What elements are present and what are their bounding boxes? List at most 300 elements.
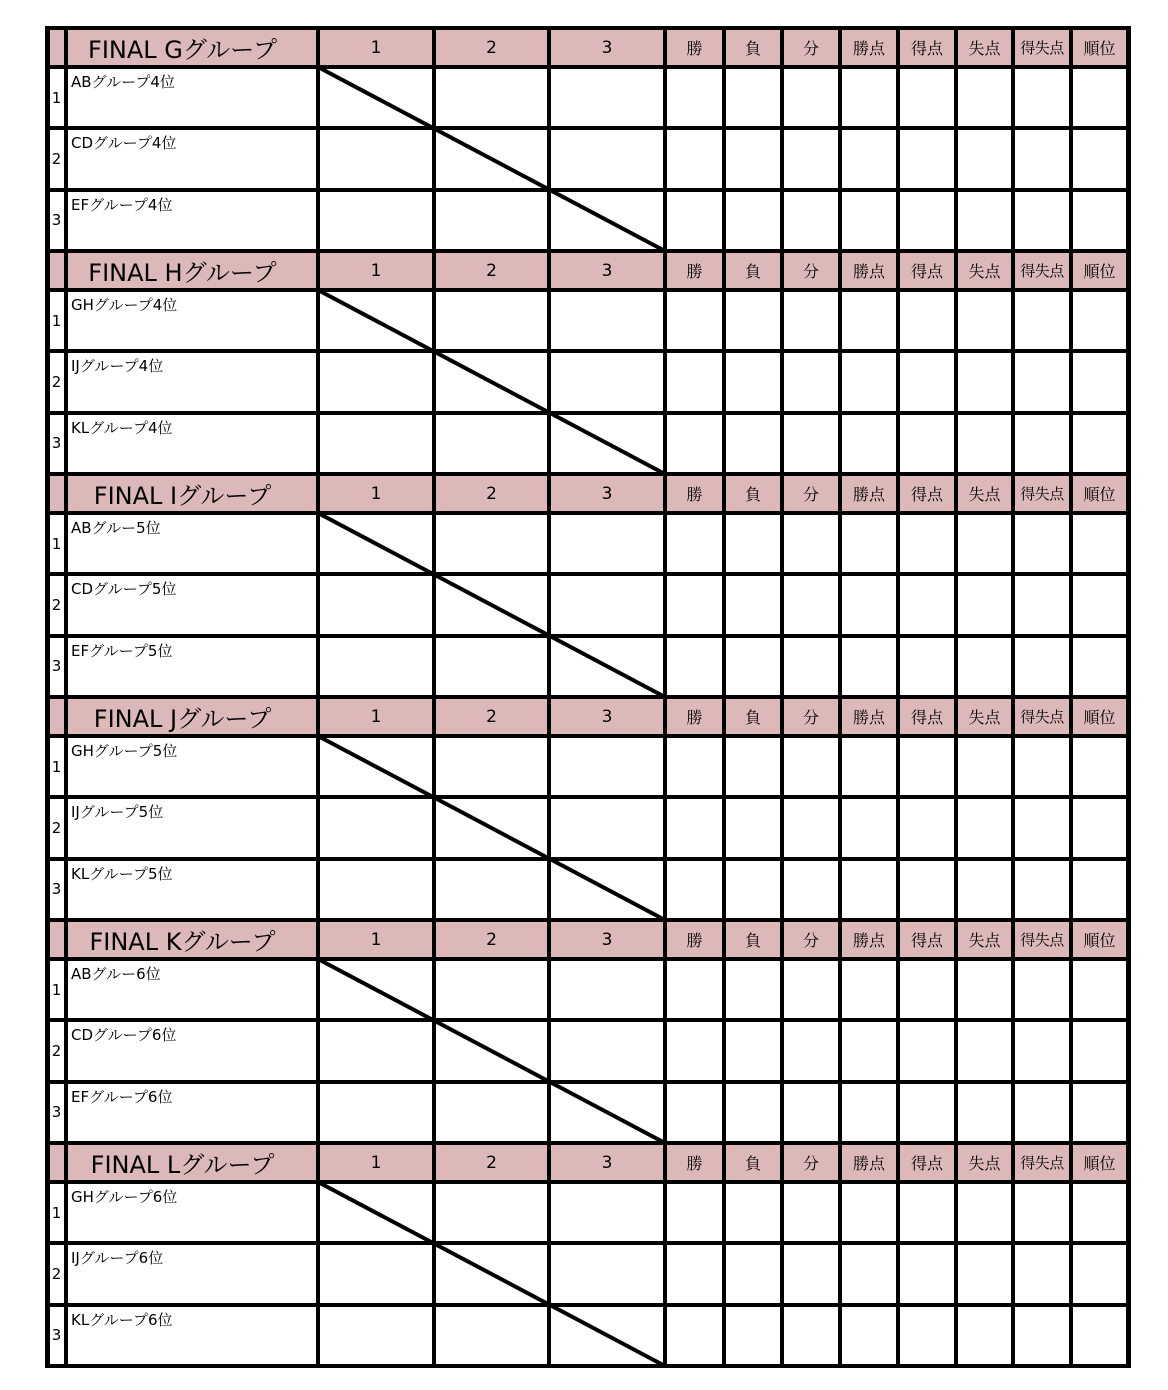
header-opponent-3: 3 [549,28,665,67]
score-cell[interactable] [320,1084,432,1141]
score-cell[interactable] [436,415,547,472]
header-stat-6: 失点 [956,1143,1013,1182]
stat-cell[interactable] [667,861,722,918]
stat-cell[interactable] [1015,130,1069,187]
stat-cell[interactable] [842,515,896,572]
header-stat-2: 負 [724,474,782,513]
team-name: KLグループ6位 [71,1310,173,1329]
stat-cell[interactable] [784,576,838,633]
team-name: ABグループ4位 [71,73,175,91]
score-cell[interactable] [320,861,432,918]
stat-cell[interactable] [1073,292,1126,349]
header-stat-1: 勝 [665,28,724,67]
stat-cell[interactable] [842,130,896,187]
header-stat-2: 負 [724,28,782,67]
stat-cell[interactable] [900,576,954,633]
stat-cell[interactable] [842,1184,896,1241]
grid-vline [722,26,726,1368]
stat-cell[interactable] [900,515,954,572]
grid-hline [45,1018,1130,1022]
stat-cell[interactable] [784,1307,838,1364]
stat-cell[interactable] [784,738,838,795]
score-cell[interactable] [436,738,547,795]
header-stat-7: 得失点 [1013,1143,1071,1182]
score-cell[interactable] [436,1307,547,1364]
stat-cell[interactable] [667,799,722,856]
header-stat-4: 勝点 [840,251,898,290]
score-cell[interactable] [551,353,663,410]
stat-cell[interactable] [1015,1245,1069,1302]
stat-cell[interactable] [726,861,780,918]
header-opponent-3: 3 [549,920,665,959]
stat-cell[interactable] [1073,1245,1126,1302]
score-cell[interactable] [551,1184,663,1241]
stat-cell[interactable] [667,638,722,695]
stat-cell[interactable] [958,515,1011,572]
header-opponent-2: 2 [434,920,549,959]
score-cell[interactable] [320,353,432,410]
stat-cell[interactable] [958,292,1011,349]
score-cell[interactable] [320,1245,432,1302]
stat-cell[interactable] [784,415,838,472]
score-cell[interactable] [551,1307,663,1364]
score-cell[interactable] [436,799,547,856]
grid-hline [45,634,1130,638]
stat-cell[interactable] [958,1084,1011,1141]
stat-cell[interactable] [726,353,780,410]
stat-cell[interactable] [958,1245,1011,1302]
score-cell[interactable] [436,861,547,918]
stat-cell[interactable] [667,292,722,349]
header-opponent-2: 2 [434,251,549,290]
score-cell[interactable] [551,130,663,187]
stat-cell[interactable] [842,1307,896,1364]
stat-cell[interactable] [1073,961,1126,1018]
stat-cell[interactable] [1015,861,1069,918]
team-number: 3 [51,1103,62,1122]
stat-cell[interactable] [1073,1184,1126,1241]
group-title: FINAL Hグループ [47,251,318,290]
stat-cell[interactable] [1015,576,1069,633]
stat-cell[interactable] [784,799,838,856]
stat-cell[interactable] [1073,738,1126,795]
grid-hline [45,65,1130,69]
header-stat-5: 得点 [898,28,956,67]
stat-cell[interactable] [842,861,896,918]
stat-cell[interactable] [900,1022,954,1079]
stat-cell[interactable] [784,192,838,249]
stat-cell[interactable] [726,130,780,187]
stat-cell[interactable] [726,799,780,856]
stat-cell[interactable] [900,415,954,472]
grid-vline [64,26,68,1368]
stat-cell[interactable] [1015,415,1069,472]
team-name: EFグループ5位 [71,641,173,660]
stat-cell[interactable] [958,861,1011,918]
team-number: 2 [51,818,62,837]
header-stat-6: 失点 [956,28,1013,67]
header-stat-5: 得点 [898,1143,956,1182]
stat-cell[interactable] [667,1307,722,1364]
score-cell[interactable] [436,192,547,249]
grid-vline [838,26,842,1368]
stat-cell[interactable] [667,353,722,410]
score-cell[interactable] [551,415,663,472]
header-stat-4: 勝点 [840,1143,898,1182]
score-cell[interactable] [551,292,663,349]
stat-cell[interactable] [784,638,838,695]
group-title: FINAL Gグループ [47,28,318,67]
stat-cell[interactable] [842,353,896,410]
stat-cell[interactable] [1015,353,1069,410]
stat-cell[interactable] [667,1184,722,1241]
stat-cell[interactable] [1073,1084,1126,1141]
stat-cell[interactable] [1073,192,1126,249]
team-name: IJグループ6位 [71,1249,164,1268]
group-title: FINAL Kグループ [47,920,318,959]
score-cell[interactable] [320,292,432,349]
team-number: 3 [51,211,62,230]
stat-cell[interactable] [1073,861,1126,918]
stat-cell[interactable] [784,1084,838,1141]
team-name: CDグループ4位 [71,134,177,153]
score-cell[interactable] [551,638,663,695]
stat-cell[interactable] [1015,638,1069,695]
score-cell[interactable] [551,192,663,249]
stat-cell[interactable] [726,576,780,633]
score-cell[interactable] [320,69,432,126]
score-cell[interactable] [436,1022,547,1079]
stat-cell[interactable] [842,961,896,1018]
stat-cell[interactable] [1015,1084,1069,1141]
grid-vline [896,26,900,1368]
stat-cell[interactable] [842,738,896,795]
score-cell[interactable] [320,1022,432,1079]
grid-vline [547,26,551,1368]
header-stat-1: 勝 [665,474,724,513]
header-stat-8: 順位 [1071,474,1128,513]
stat-cell[interactable] [900,292,954,349]
header-stat-8: 順位 [1071,251,1128,290]
grid-vline [663,26,667,1368]
stat-cell[interactable] [784,130,838,187]
grid-hline [45,288,1130,292]
header-stat-5: 得点 [898,474,956,513]
stat-cell[interactable] [1073,1022,1126,1079]
team-name: IJグループ5位 [71,803,164,822]
score-cell[interactable] [551,1245,663,1302]
score-cell[interactable] [551,961,663,1018]
stat-cell[interactable] [1073,415,1126,472]
stat-cell[interactable] [958,415,1011,472]
stat-cell[interactable] [1015,515,1069,572]
header-opponent-3: 3 [549,474,665,513]
stat-cell[interactable] [667,961,722,1018]
stat-cell[interactable] [958,638,1011,695]
score-cell[interactable] [320,1307,432,1364]
stat-cell[interactable] [726,1307,780,1364]
header-opponent-3: 3 [549,1143,665,1182]
score-cell[interactable] [320,638,432,695]
stat-cell[interactable] [842,576,896,633]
team-number: 2 [51,595,62,614]
score-cell[interactable] [320,192,432,249]
grid-vline [316,26,320,1368]
header-opponent-1: 1 [318,697,434,736]
team-number: 2 [51,149,62,168]
stat-cell[interactable] [842,1022,896,1079]
stat-cell[interactable] [958,1307,1011,1364]
stat-cell[interactable] [958,961,1011,1018]
stat-cell[interactable] [1073,515,1126,572]
stat-cell[interactable] [1073,353,1126,410]
grid-hline [45,918,1130,922]
score-cell[interactable] [320,415,432,472]
score-cell[interactable] [551,738,663,795]
grid-hline [45,795,1130,799]
grid-hline [45,249,1130,253]
stat-cell[interactable] [784,353,838,410]
score-cell[interactable] [436,1084,547,1141]
stat-cell[interactable] [900,1084,954,1141]
stat-cell[interactable] [1073,130,1126,187]
grid-vline [954,26,958,1368]
header-stat-1: 勝 [665,697,724,736]
stat-cell[interactable] [1073,638,1126,695]
stat-cell[interactable] [900,1245,954,1302]
header-stat-2: 負 [724,697,782,736]
stat-cell[interactable] [1015,799,1069,856]
header-stat-1: 勝 [665,920,724,959]
stat-cell[interactable] [958,353,1011,410]
stat-cell[interactable] [726,192,780,249]
stat-cell[interactable] [958,69,1011,126]
header-stat-2: 負 [724,251,782,290]
stat-cell[interactable] [1015,961,1069,1018]
header-stat-8: 順位 [1071,697,1128,736]
stat-cell[interactable] [667,415,722,472]
stat-cell[interactable] [667,576,722,633]
header-stat-3: 分 [782,697,840,736]
stat-cell[interactable] [726,1084,780,1141]
score-cell[interactable] [320,1184,432,1241]
score-cell[interactable] [320,799,432,856]
score-cell[interactable] [436,961,547,1018]
score-cell[interactable] [551,1022,663,1079]
stat-cell[interactable] [726,69,780,126]
score-cell[interactable] [551,861,663,918]
group-title: FINAL Iグループ [47,474,318,513]
grid-hline [45,349,1130,353]
stat-cell[interactable] [726,1184,780,1241]
stat-cell[interactable] [958,1022,1011,1079]
stat-cell[interactable] [784,961,838,1018]
score-cell[interactable] [436,1245,547,1302]
score-cell[interactable] [436,292,547,349]
stat-cell[interactable] [726,415,780,472]
team-name: ABグルー5位 [71,519,161,537]
header-opponent-3: 3 [549,251,665,290]
score-cell[interactable] [551,576,663,633]
stat-cell[interactable] [842,1084,896,1141]
header-opponent-1: 1 [318,251,434,290]
stat-cell[interactable] [667,515,722,572]
team-name: KLグループ5位 [71,864,173,883]
stat-cell[interactable] [1015,292,1069,349]
stat-cell[interactable] [900,1307,954,1364]
stat-cell[interactable] [842,69,896,126]
stat-cell[interactable] [784,292,838,349]
grid-hline [45,1180,1130,1184]
score-cell[interactable] [436,576,547,633]
grid-hline [45,1241,1130,1245]
header-opponent-1: 1 [318,1143,434,1182]
score-cell[interactable] [436,130,547,187]
team-name: GHグループ4位 [71,296,178,314]
stat-cell[interactable] [842,415,896,472]
header-stat-1: 勝 [665,1143,724,1182]
stat-cell[interactable] [958,192,1011,249]
header-stat-7: 得失点 [1013,28,1071,67]
grid-vline [45,26,50,1368]
team-number: 3 [51,657,62,676]
team-name: GHグループ6位 [71,1188,178,1206]
team-name: CDグループ5位 [71,580,177,599]
score-cell[interactable] [551,515,663,572]
stat-cell[interactable] [900,353,954,410]
stat-cell[interactable] [900,961,954,1018]
stat-cell[interactable] [1015,1184,1069,1241]
stat-cell[interactable] [784,1022,838,1079]
stat-cell[interactable] [900,738,954,795]
score-cell[interactable] [320,515,432,572]
stat-cell[interactable] [958,799,1011,856]
grid-hline [45,1141,1130,1145]
stat-cell[interactable] [958,130,1011,187]
stat-cell[interactable] [958,738,1011,795]
grid-vline [780,26,784,1368]
stat-cell[interactable] [1073,576,1126,633]
stat-cell[interactable] [726,1245,780,1302]
header-opponent-2: 2 [434,28,549,67]
stat-cell[interactable] [1015,1307,1069,1364]
header-stat-3: 分 [782,1143,840,1182]
score-cell[interactable] [320,961,432,1018]
score-cell[interactable] [551,1084,663,1141]
stat-cell[interactable] [842,192,896,249]
grid-hline [45,126,1130,130]
stat-cell[interactable] [726,1022,780,1079]
stat-cell[interactable] [842,638,896,695]
stat-cell[interactable] [958,576,1011,633]
header-stat-3: 分 [782,474,840,513]
stat-cell[interactable] [1015,1022,1069,1079]
stat-cell[interactable] [1015,738,1069,795]
stat-cell[interactable] [842,292,896,349]
score-cell[interactable] [436,353,547,410]
team-number: 2 [51,1041,62,1060]
score-cell[interactable] [436,515,547,572]
grid-hline [45,572,1130,576]
score-cell[interactable] [551,69,663,126]
stat-cell[interactable] [1015,192,1069,249]
stat-cell[interactable] [667,1084,722,1141]
stat-cell[interactable] [726,292,780,349]
grid-hline [45,1303,1130,1307]
stat-cell[interactable] [900,192,954,249]
stat-cell[interactable] [900,638,954,695]
stat-cell[interactable] [726,961,780,1018]
group-title: FINAL Lグループ [47,1143,318,1182]
score-cell[interactable] [320,130,432,187]
team-number: 1 [51,534,62,553]
stat-cell[interactable] [900,130,954,187]
stat-cell[interactable] [726,515,780,572]
stat-cell[interactable] [1073,799,1126,856]
header-stat-4: 勝点 [840,474,898,513]
grid-hline [45,411,1130,415]
header-stat-8: 順位 [1071,28,1128,67]
header-opponent-1: 1 [318,474,434,513]
stat-cell[interactable] [667,1245,722,1302]
stat-cell[interactable] [900,1184,954,1241]
team-number: 1 [51,757,62,776]
stat-cell[interactable] [1015,69,1069,126]
grid-hline [45,734,1130,738]
stat-cell[interactable] [667,192,722,249]
header-stat-8: 順位 [1071,920,1128,959]
stat-cell[interactable] [667,1022,722,1079]
score-cell[interactable] [320,738,432,795]
stat-cell[interactable] [842,799,896,856]
stat-cell[interactable] [900,69,954,126]
grid-hline [45,511,1130,515]
stat-cell[interactable] [784,1184,838,1241]
header-stat-4: 勝点 [840,697,898,736]
score-cell[interactable] [320,576,432,633]
score-cell[interactable] [436,638,547,695]
header-stat-6: 失点 [956,697,1013,736]
score-cell[interactable] [436,69,547,126]
team-name: GHグループ5位 [71,742,178,760]
stat-cell[interactable] [842,1245,896,1302]
score-cell[interactable] [436,1184,547,1241]
stat-cell[interactable] [784,861,838,918]
header-stat-4: 勝点 [840,28,898,67]
stat-cell[interactable] [784,69,838,126]
stat-cell[interactable] [1073,1307,1126,1364]
header-stat-3: 分 [782,251,840,290]
header-stat-6: 失点 [956,251,1013,290]
grid-vline [1069,26,1073,1368]
score-cell[interactable] [551,799,663,856]
stat-cell[interactable] [726,638,780,695]
stat-cell[interactable] [784,515,838,572]
team-number: 1 [51,311,62,330]
stat-cell[interactable] [1073,69,1126,126]
header-stat-1: 勝 [665,251,724,290]
stat-cell[interactable] [667,738,722,795]
stat-cell[interactable] [900,799,954,856]
header-stat-7: 得失点 [1013,920,1071,959]
stat-cell[interactable] [900,861,954,918]
stat-cell[interactable] [784,1245,838,1302]
stat-cell[interactable] [726,738,780,795]
stat-cell[interactable] [667,69,722,126]
stat-cell[interactable] [958,1184,1011,1241]
stat-cell[interactable] [667,130,722,187]
header-stat-2: 負 [724,1143,782,1182]
